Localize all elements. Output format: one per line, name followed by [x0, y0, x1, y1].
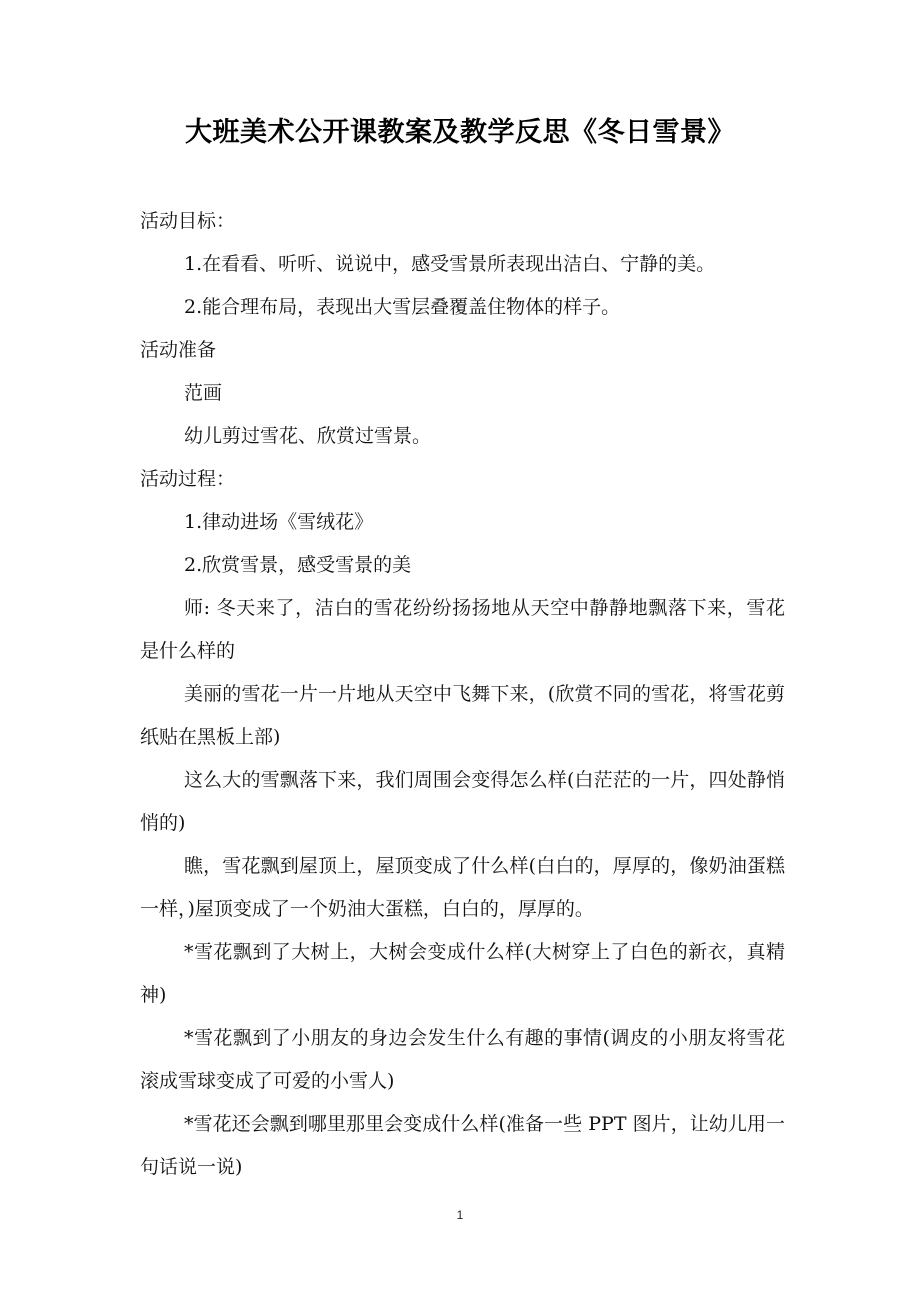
goal-item-2: 2.能合理布局，表现出大雪层叠覆盖住物体的样子。: [184, 296, 621, 318]
preparation-item-1: 范画: [184, 382, 223, 404]
preparation-item-2: 幼儿剪过雪花、欣赏过雪景。: [184, 425, 432, 447]
process-step-1: 1.律动进场《雪绒花》: [184, 511, 374, 533]
process-step-2: 2.欣赏雪景，感受雪景的美: [184, 554, 412, 576]
body-paragraph: 师: 冬天来了，洁白的雪花纷纷扬扬地从天空中静静地飘落下来，雪花是什么样的: [140, 597, 785, 662]
body-paragraph: 瞧，雪花飘到屋顶上，屋顶变成了什么样(白白的，厚厚的，像奶油蛋糕一样，)屋顶变成了一个奶油大蛋糕，白白的，厚厚的。: [140, 855, 785, 920]
section-heading-process: 活动过程：: [140, 468, 236, 490]
document-body: [140, 200, 785, 1189]
body-paragraph: 美丽的雪花一片一片地从天空中飞舞下来，(欣赏不同的雪花，将雪花剪纸贴在黑板上部): [140, 683, 785, 748]
section-heading-goals: 活动目标：: [140, 210, 236, 232]
body-paragraph: *雪花还会飘到哪里那里会变成什么样(准备一些 PPT 图片，让幼儿用一句话说一说): [140, 1113, 785, 1178]
body-paragraph: 这么大的雪飘落下来，我们周围会变得怎么样(白茫茫的一片，四处静悄悄的): [140, 769, 785, 834]
goal-item-1: 1.在看看、听听、说说中，感受雪景所表现出洁白、宁静的美。: [184, 253, 716, 275]
section-heading-preparation: 活动准备: [140, 339, 217, 361]
body-paragraph: *雪花飘到了小朋友的身边会发生什么有趣的事情(调皮的小朋友将雪花滚成雪球变成了可爱的小雪人): [140, 1027, 785, 1092]
page-number: 1: [456, 1208, 464, 1222]
document-title: 大班美术公开课教案及教学反思《冬日雪景》: [185, 117, 735, 148]
body-paragraph: *雪花飘到了大树上，大树会变成什么样(大树穿上了白色的新衣，真精神): [140, 941, 785, 1006]
